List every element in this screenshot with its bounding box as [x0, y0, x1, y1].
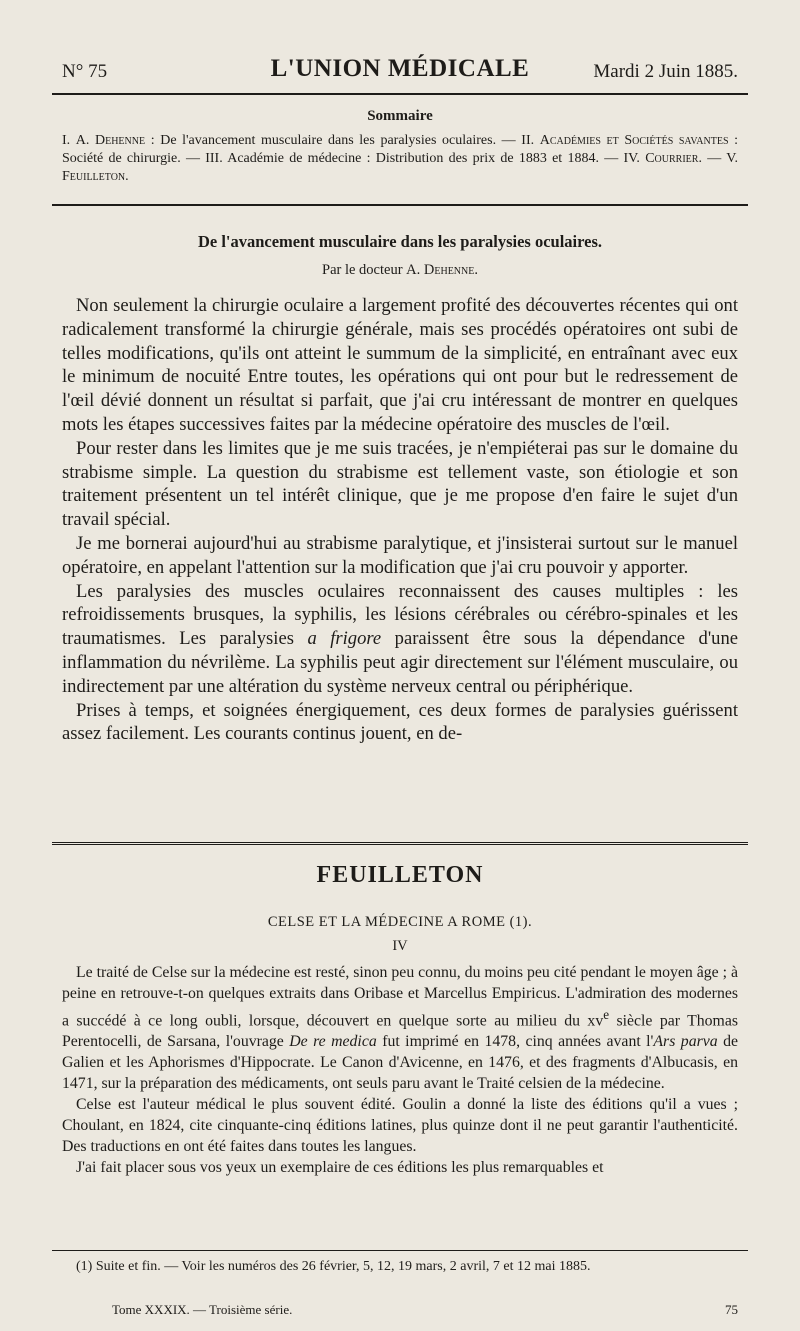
sommaire-item: III. Académie de médecine : Distribution des prix de 1883 et 1884. —	[205, 151, 624, 166]
header-rule	[52, 93, 748, 95]
feuilleton-paragraph: J'ai fait placer sous vos yeux un exemplaire de ces éditions les plus remarquables et	[76, 1159, 604, 1177]
page-number: 75	[725, 1302, 738, 1317]
article-paragraph: Non seulement la chirurgie oculaire a largement profité des découvertes récentes qui ont radicalement transformé la chirurgie générale, mais ses procédés opératoires ont subi de telles modifications, qu'ils ont atteint le summum de la simplicité, en entraînant avec eux le minimum de nocuité Entre toutes, les opérations qui ont pour but le redressement de l'œil dévié donnent un résultat si parfait, que j'ai cru intéressant de montrer en quelques mots les étapes successives faites par la médecine opératoire des muscles de l'œil.	[62, 295, 738, 435]
feuilleton-section-number: IV	[392, 938, 408, 954]
sommaire-rule	[52, 204, 748, 206]
article-title: De l'avancement musculaire dans les paralysies oculaires.	[197, 232, 603, 251]
sommaire-item: I. A. Dehenne : De l'avancement musculaire dans les paralysies oculaires. —	[62, 133, 522, 148]
sommaire-contents	[62, 132, 738, 186]
footnote-rule	[52, 1250, 748, 1251]
feuilleton-body	[62, 962, 738, 1178]
issue-number: N° 75	[62, 61, 108, 82]
feuilleton-paragraph: Le traité de Celse sur la médecine est resté, sinon peu connu, du moins peu cité pendant le moyen âge ; à peine en retrouve-t-on quelques extraits dans Oribase et Marcellus Empiricus. L'admiration des modernes a succédé à ce long oubli, lorsque, découvert en quelque sorte au milieu du $xv^e$ siècle par Thomas Perentocelli, de Sarsana, l'ouvrage De re medica fut imprimé en 1478, cinq années avant l'Ars parva de Galien et les Aphorismes d'Hippocrate. Le Canon d'Avicenne, en 1476, et des fragments d'Albucasis, en 1471, sur la préparation des médicaments, ont seuls paru avant le Traité celsien de la médecine.	[62, 964, 739, 1093]
feuilleton-section-title: CELSE ET LA MÉDECINE A ROME (1).	[267, 914, 533, 930]
sommaire-item: II. Académies et Sociétés savantes : Société de chirurgie. —	[62, 133, 739, 166]
volume-label: Tome XXXIX. — Troisième série.	[112, 1302, 293, 1317]
feuilleton-title: FEUILLETON	[316, 862, 484, 888]
journal-title: L'UNION MÉDICALE	[270, 55, 530, 82]
article-body	[62, 294, 738, 746]
feuilleton-paragraph: Celse est l'auteur médical le plus souvent édité. Goulin a donné la liste des éditions qu'il a vues ; Choulant, en 1824, cite cinquante-cinq éditions latines, plus quinze dont il ne peut garantir l'authenticité. Des traductions en ont été faites dans toutes les langues.	[62, 1096, 738, 1156]
article-paragraph: Je me bornerai aujourd'hui au strabisme paralytique, et j'insisterai surtout sur le manuel opératoire, en appelant l'attention sur la modification que j'ai cru pouvoir y apporter.	[62, 532, 738, 578]
sommaire-item: V. Feuilleton.	[62, 151, 739, 184]
article-paragraph: Les paralysies des muscles oculaires reconnaissent des causes multiples : les refroidissements brusques, la syphilis, les lésions cérébrales ou cérébro-spinales et les traumatismes. Les paralysies a frigore paraissent être sous la dépendance d'une inflammation du névrilème. La syphilis peut agir directement sur l'élément musculaire, ou indirectement par une altération du système nerveux central ou périphérique.	[62, 580, 739, 697]
sommaire-title: Sommaire	[367, 108, 433, 124]
footnote: (1) Suite et fin. — Voir les numéros des 26 février, 5, 12, 19 mars, 2 avril, 7 et 12 mai 1885.	[76, 1259, 591, 1274]
masthead	[62, 55, 738, 89]
sommaire-item: IV. Courrier. —	[623, 151, 727, 166]
feuilleton-rule	[52, 842, 748, 845]
page-footer	[62, 1302, 738, 1320]
article-byline: Par le docteur A. Dehenne.	[322, 262, 478, 278]
article-paragraph: Pour rester dans les limites que je me suis tracées, je n'empiéterai pas sur le domaine du strabisme simple. La question du strabisme est tellement vaste, son étiologie et son traitement présentent un tel intérêt clinique, que je me propose d'en faire le sujet d'un travail spécial.	[62, 437, 738, 531]
issue-date: Mardi 2 Juin 1885.	[593, 61, 738, 82]
article-paragraph: Prises à temps, et soignées énergiquement, ces deux formes de paralysies guérissent assez facilement. Les courants continus jouent, en de-	[62, 699, 738, 745]
